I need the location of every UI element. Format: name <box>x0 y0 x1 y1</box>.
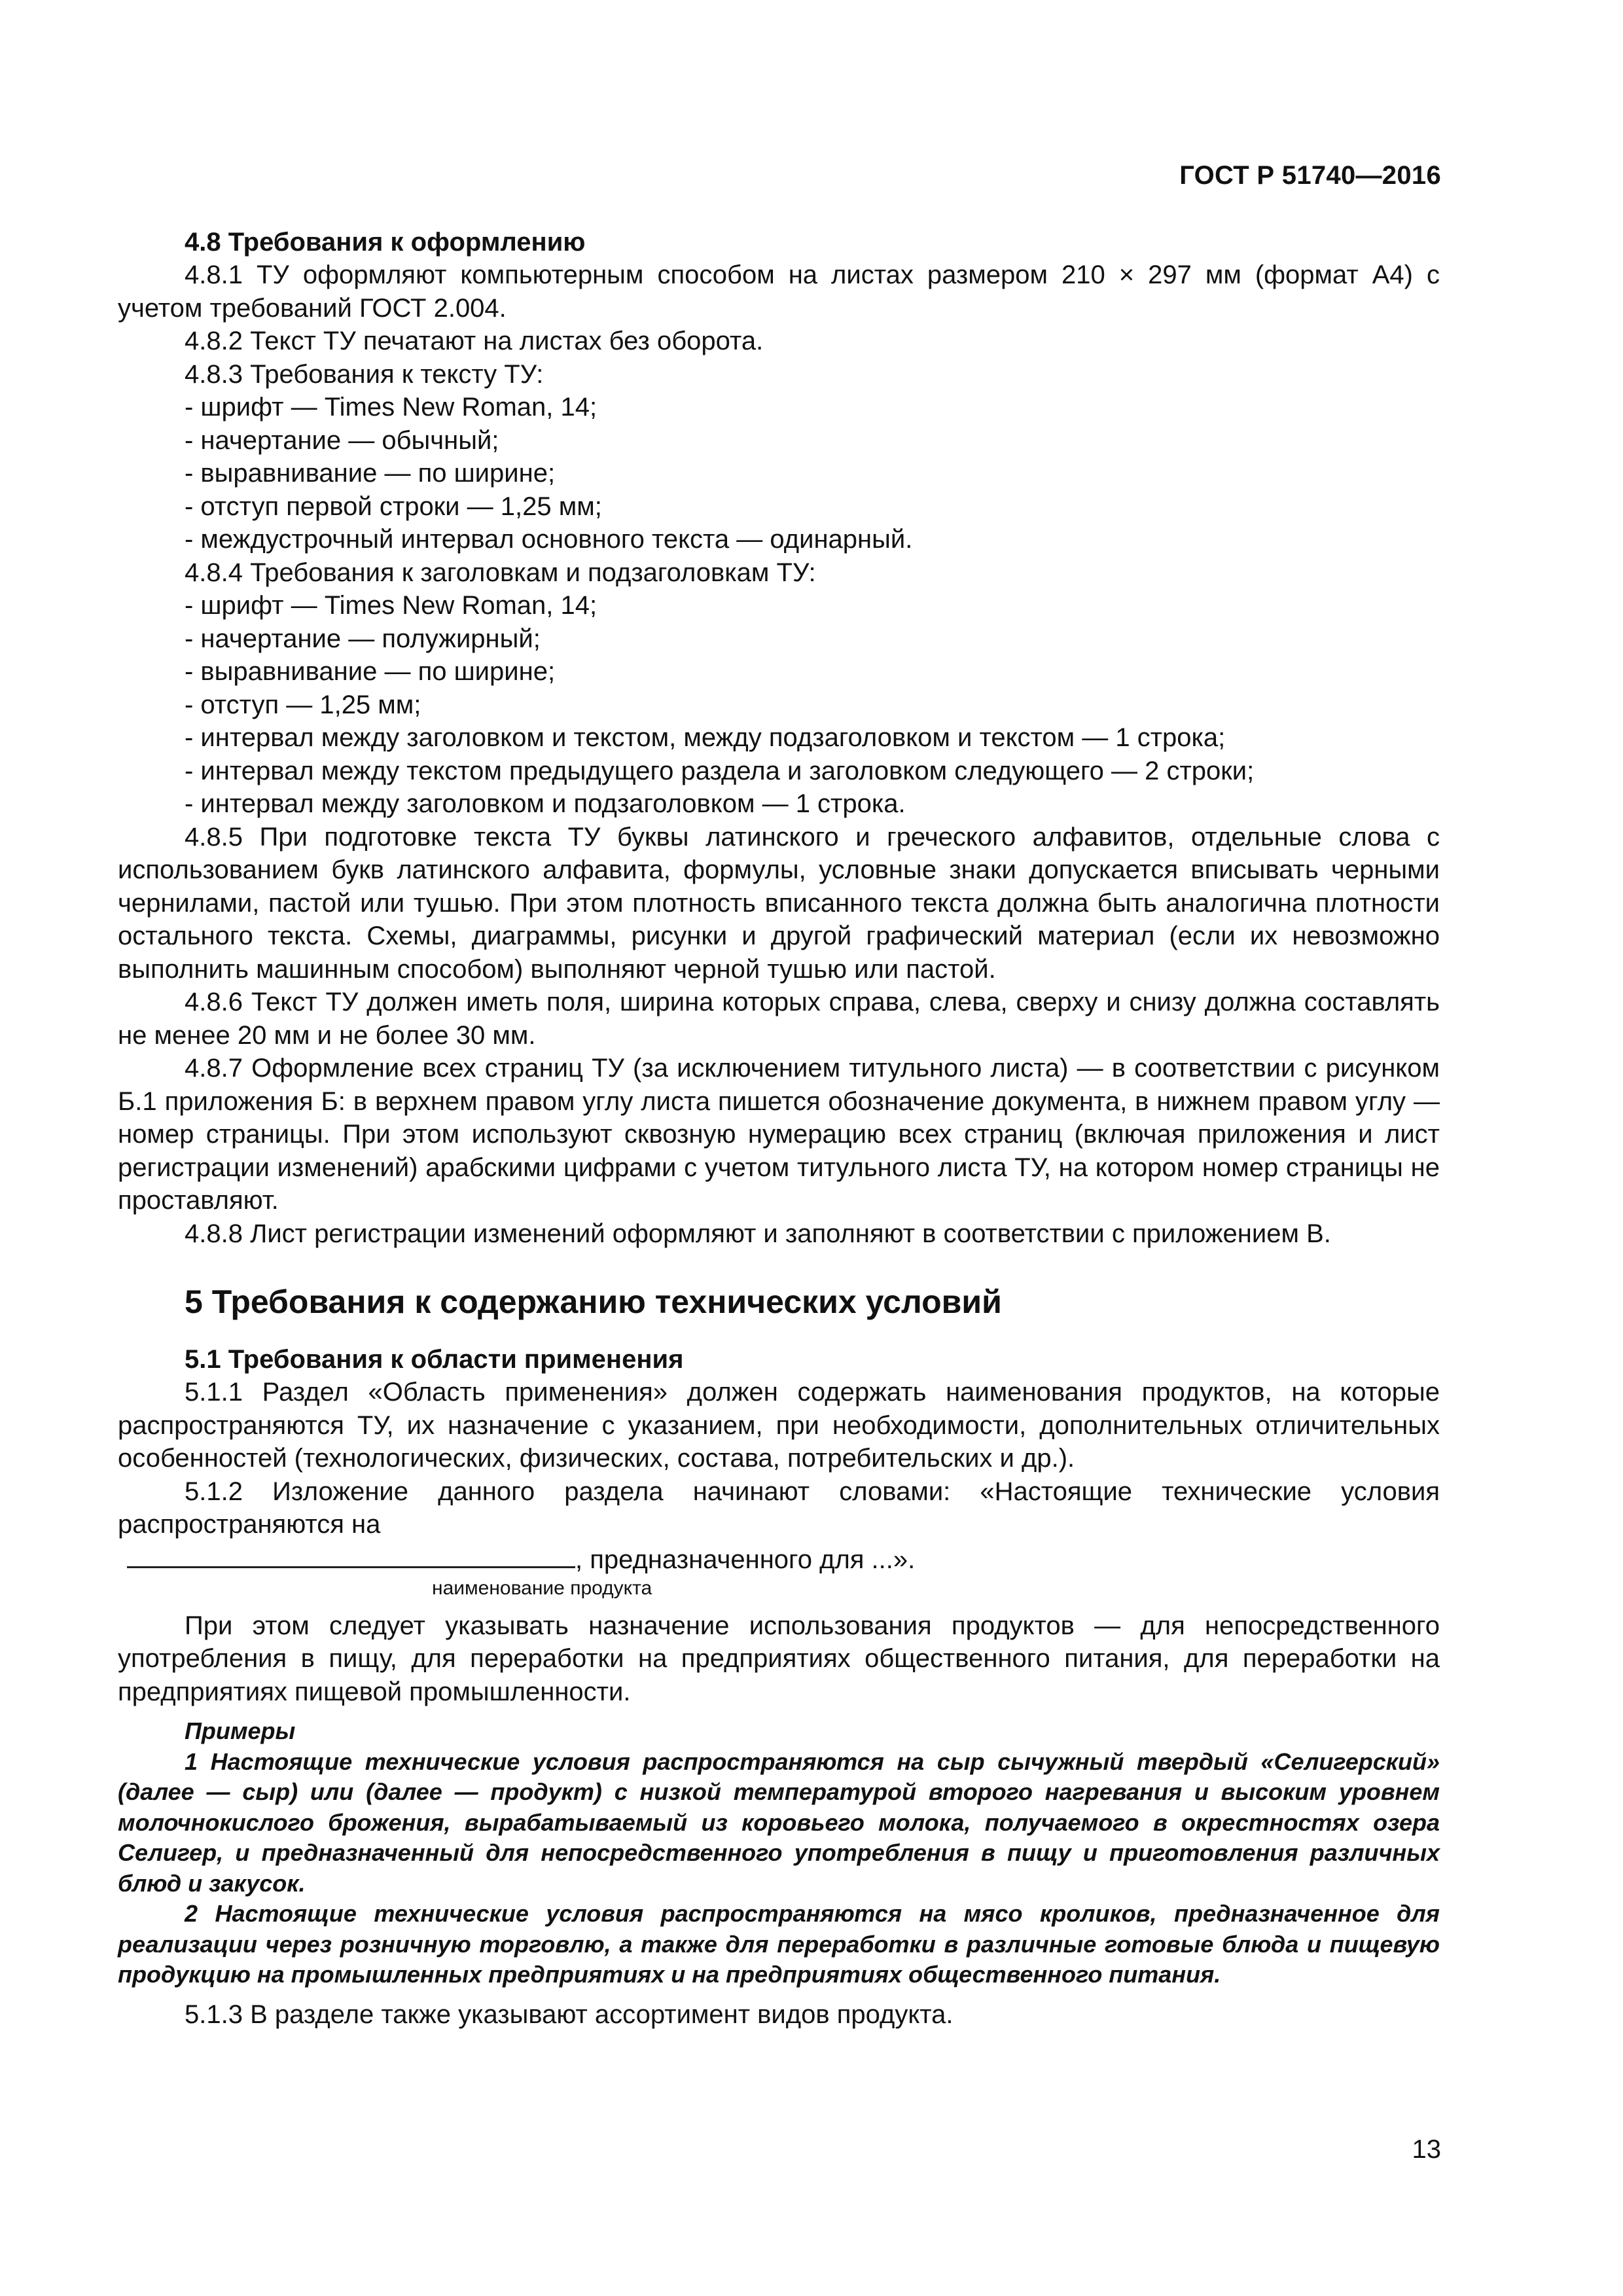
document-code-header: ГОСТ Р 51740—2016 <box>1179 161 1441 190</box>
list-item: - междустрочный интервал основного текста — одинарный. <box>185 525 913 554</box>
paragraph-4-8-6: 4.8.6 Текст ТУ должен иметь поля, ширина которых справа, слева, сверху и снизу должна составлять не менее 20 мм и не более 30 мм. <box>118 988 1440 1050</box>
paragraph-4-8-2: 4.8.2 Текст ТУ печатают на листах без оборота. <box>185 327 764 355</box>
list-item: - интервал между заголовком и подзаголовком — 1 строка. <box>185 789 906 818</box>
paragraph-4-8-3: 4.8.3 Требования к тексту ТУ: <box>185 359 544 389</box>
page-number: 13 <box>1412 2135 1441 2164</box>
list-item: - шрифт — Times New Roman, 14; <box>185 393 597 422</box>
paragraph-5-1-2: 5.1.2 Изложение данного раздела начинают словами: «Настоящие технические условия распространяются на <box>118 1477 1440 1539</box>
list-item: - начертание — обычный; <box>185 425 499 455</box>
list-item: - начертание — полужирный; <box>185 624 541 653</box>
paragraph-4-8-8: 4.8.8 Лист регистрации изменений оформляют и заполняют в соответствии с приложением В. <box>185 1219 1331 1248</box>
heading-5-1: 5.1 Требования к области применения <box>185 1345 684 1374</box>
paragraph-4-8-1: 4.8.1 ТУ оформляют компьютерным способом на листах размером 210 × 297 мм (формат А4) с учетом требований ГОСТ 2.004. <box>118 260 1440 323</box>
heading-section-5: 5 Требования к содержанию технических условий <box>185 1283 1002 1320</box>
list-item: - выравнивание — по ширине; <box>185 657 556 686</box>
example-2: 2 Настоящие технические условия распространяются на мясо кроликов, предназначенное для реализации через розничную торговлю, а также для переработки в различные готовые блюда и пищевую продукцию на промышленных предприятиях и на предприятиях общественного питания. <box>118 1900 1440 1988</box>
list-item: - шрифт — Times New Roman, 14; <box>185 591 597 620</box>
heading-4-8: 4.8 Требования к оформлению <box>185 228 586 257</box>
list-4-8-3 <box>118 391 1440 556</box>
paragraph-5-1-3: 5.1.3 В разделе также указывают ассортимент видов продукта. <box>185 2000 954 2029</box>
list-item: - выравнивание — по ширине; <box>185 459 556 488</box>
list-4-8-4 <box>118 589 1440 821</box>
paragraph-4-8-4: 4.8.4 Требования к заголовкам и подзаголовкам ТУ: <box>185 558 816 587</box>
examples-title: Примеры <box>185 1717 296 1744</box>
fill-in-line-suffix: , предназначенного для ...». <box>575 1545 916 1574</box>
fill-in-line-row <box>118 1541 1440 1575</box>
list-item: - отступ первой строки — 1,25 мм; <box>185 492 602 521</box>
paragraph-4-8-7: 4.8.7 Оформление всех страниц ТУ (за исключением титульного листа) — в соответствии с рисунком Б.1 приложения Б: в верхнем правом углу листа пишется обозначение документа, в нижнем правом углу — номер страницы. При этом используют сквозную нумерацию всех страниц (включая приложения и лист регистрации изменений) арабскими цифрами с учетом титульного листа ТУ, на котором номер страницы не проставляют. <box>118 1054 1440 1215</box>
list-item: - интервал между текстом предыдущего раздела и заголовком следующего — 2 строки; <box>185 756 1255 785</box>
paragraph-4-8-5: 4.8.5 При подготовке текста ТУ буквы латинского и греческого алфавитов, отдельные слова с использованием букв латинского алфавита, формулы, условные знаки допускается вписывать черными чернилами, пастой или тушью. При этом плотность вписанного текста должна быть аналогична плотности остального текста. Схемы, диаграммы, рисунки и другой графический материал (если их невозможно выполнить машинным способом) выполняют черной тушью или пастой. <box>118 822 1440 984</box>
paragraph-usage: При этом следует указывать назначение использования продуктов — для непосредственного употребления в пищу, для переработки на предприятиях общественного питания, для переработки на предприятиях пищевой промышленности. <box>118 1611 1440 1706</box>
list-item: - отступ — 1,25 мм; <box>185 690 421 719</box>
page-body <box>118 226 1440 2031</box>
example-1: 1 Настоящие технические условия распространяются на сыр сычужный твердый «Селигерский» (далее — сыр) или (далее — продукт) с низкой температурой второго нагревания и высоким уровнем молочнокислого брожения, вырабатываемый из коровьего молока, получаемого в окрестностях озера Селигер, и предназначенный для непосредственного употребления в пищу и приготовления различных блюд и закусок. <box>118 1748 1440 1897</box>
product-name-blank <box>127 1541 575 1568</box>
paragraph-5-1-1: 5.1.1 Раздел «Область применения» должен содержать наименования продуктов, на которые распространяются ТУ, их назначение с указанием, при необходимости, дополнительных отличительных особенностей (технологических, физических, состава, потребительских и др.). <box>118 1378 1440 1473</box>
list-item: - интервал между заголовком и текстом, между подзаголовком и текстом — 1 строка; <box>185 723 1226 752</box>
blank-caption: наименование продукта <box>432 1577 652 1599</box>
